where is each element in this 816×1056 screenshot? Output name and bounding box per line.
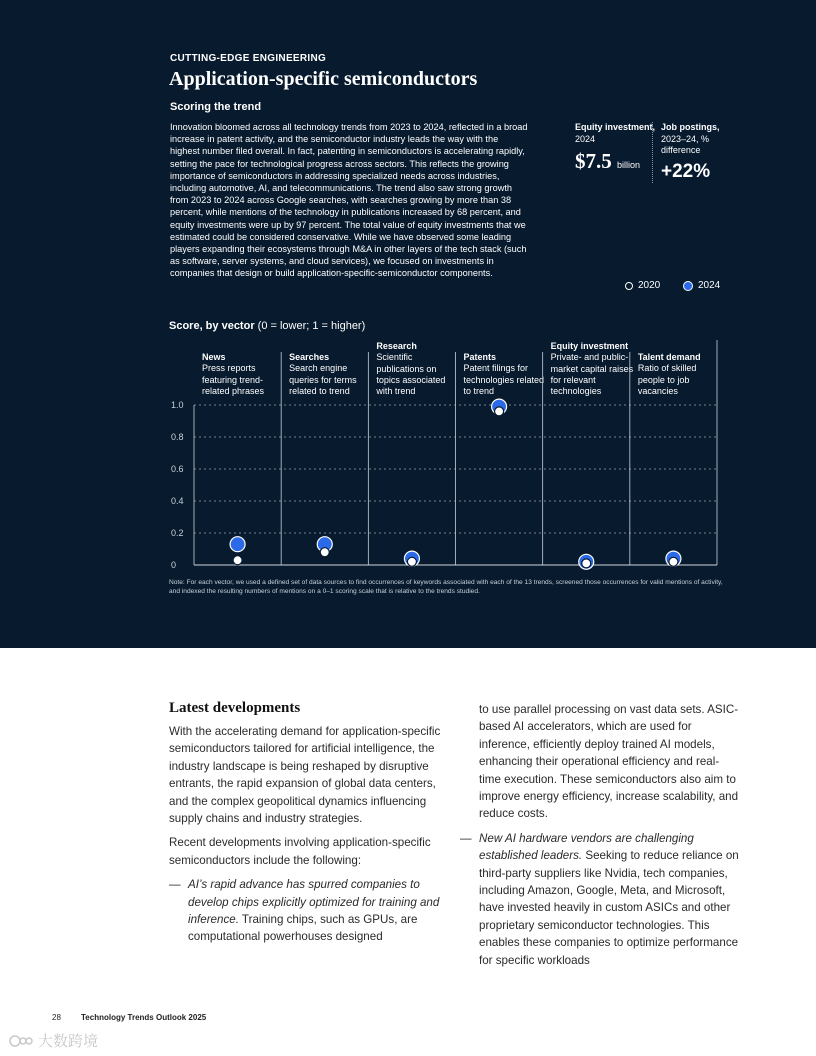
legend-2024-label: 2024 <box>698 280 721 291</box>
dash-marker: — <box>169 878 181 892</box>
point-2020 <box>669 557 678 566</box>
point-2020 <box>407 557 416 566</box>
y-tick-label: 1.0 <box>171 400 184 410</box>
point-2020 <box>233 556 242 565</box>
equity-label: Equity investment, <box>575 122 656 132</box>
vector-description: Ratio of skilled people to job vacancies <box>637 363 697 396</box>
vector-description: Private- and public-market capital raises for relevant technologies <box>550 352 634 397</box>
section-kicker: CUTTING-EDGE ENGINEERING <box>170 53 327 64</box>
y-tick-label: 0.2 <box>171 528 184 538</box>
paragraph-continued: to use parallel processing on vast data sets. ASIC-based AI accelerators, which are used for inference, efficiently deploy trained AI models, enhancing their operational efficiency and real-time execution. These semiconductors also aim to improve energy efficiency, increase scalability, and reduce costs. <box>479 703 739 821</box>
bullet-item <box>169 876 449 946</box>
section-heading: Latest developments <box>169 700 301 716</box>
point-2020 <box>320 548 329 557</box>
vector-name: Searches <box>289 352 330 362</box>
chart-title-rest: (0 = lower; 1 = higher) <box>254 320 366 332</box>
point-2020 <box>495 407 504 416</box>
jobs-label-rest: 2023–24, % difference <box>661 133 710 155</box>
column-left <box>169 723 449 946</box>
bullet-text: Training chips, such as GPUs, are computational powerhouses designed <box>188 913 418 944</box>
y-tick-label: 0 <box>171 560 177 570</box>
vector-name: Patents <box>463 352 497 362</box>
y-tick-label: 0.4 <box>171 496 184 506</box>
bullet-text: Seeking to reduce reliance on third-party suppliers like Nvidia, tech companies, including Amazon, Google, Meta, and Microsoft, have invested heavily in custom ASICs and other proprietary semiconductor technologies. This enables these companies to optimize performance for specific workloads <box>479 849 739 967</box>
bullet-item <box>460 830 739 969</box>
legend-2020-label: 2020 <box>638 280 661 291</box>
report-title: Technology Trends Outlook 2025 <box>81 1013 207 1022</box>
chart-note: Note: For each vector, we used a defined set of data sources to find occurrences of keywords associated with each of the 13 trends, screened those occurrences for valid mentions of activity, and indexed the resulting numbers of mentions on a 0–1 scoring scale that is relative to the trends studied. <box>169 579 723 595</box>
watermark-text: 大数跨境 <box>38 1033 99 1050</box>
vector-name: News <box>202 352 226 362</box>
watermark-logo-icon <box>8 1034 34 1048</box>
dash-marker: — <box>460 831 472 845</box>
equity-unit: billion <box>617 160 641 170</box>
chart-title-bold: Score, by vector <box>169 320 255 332</box>
equity-value: $7.5 <box>575 149 612 173</box>
bullet-lead: New AI hardware vendors are challenging established leaders. <box>479 831 694 863</box>
paragraph: With the accelerating demand for application-specific semiconductors tailored for artificial intelligence, the industry landscape is being reshaped by disruptive entrants, the rapid expansion of global data centers, and the complex geopolitical dynamics influencing supply chains and industry strategies. <box>169 725 441 826</box>
jobs-value: +22% <box>661 160 711 182</box>
vector-description: Patent filings for technologies related to trend <box>463 363 545 396</box>
jobs-label: Job postings, <box>661 122 720 132</box>
bullet-lead: AI’s rapid advance has spurred companies to develop chips explicitly optimized for training and inference. <box>188 878 440 927</box>
vector-name: Equity investment <box>550 341 629 351</box>
vector-description: Scientific publications on topics associated with trend <box>376 352 446 397</box>
point-2020 <box>582 559 591 568</box>
watermark <box>8 1030 98 1051</box>
y-tick-label: 0.8 <box>171 432 184 442</box>
vector-name: Research <box>376 341 417 351</box>
point-2024 <box>230 537 245 552</box>
equity-label-year: 2024 <box>575 133 596 144</box>
y-tick-label: 0.6 <box>171 464 184 474</box>
vector-name: Talent demand <box>637 352 701 362</box>
column-right <box>460 701 739 969</box>
page-number: 28 <box>52 1013 61 1022</box>
latest-developments-section <box>0 648 816 1056</box>
vector-description: Search engine queries for terms related to trend <box>289 363 357 396</box>
vector-description: Press reports featuring trend-related phrases <box>202 363 265 396</box>
paragraph: Recent developments involving application-specific semiconductors include the following: <box>169 836 431 867</box>
page-title: Application-specific semiconductors <box>169 68 478 90</box>
intro-paragraph: Innovation bloomed across all technology trends from 2023 to 2024, reflected in a broad increase in patent activity, and the semiconductor industry leads the way with the highest number filed overall. In fact, patenting in semiconductors is accelerating rapidly, setting the pace for technological progress across sectors. This reflects the growing importance of semiconductors in addressing specialized needs across industries, including automotive, AI, and telecommunications. The trend also saw strong growth from 2023 to 2024 across Google searches, with searches growing by more than 38 percent, while mentions of the technology in publications increased by 68 percent, and equity investments were up by 97 percent. The total value of equity investments that we estimated could be considered conservative. While we have observed some leading players expanding their ecosystems through M&A in other layers of the tech stack (such as software, server systems, and cloud services), we focused on investments in companies that design or build application-specific-semiconductor components. <box>170 122 528 279</box>
subhead: Scoring the trend <box>170 101 262 113</box>
